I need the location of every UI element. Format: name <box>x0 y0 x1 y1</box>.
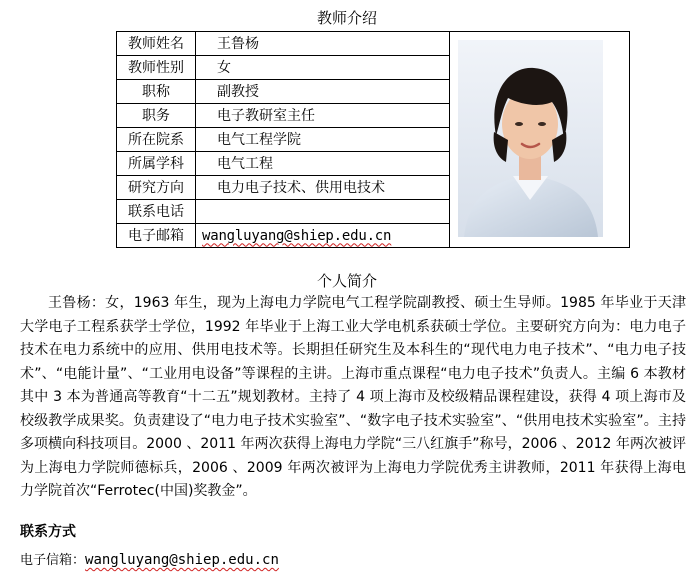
photo-cell <box>450 32 630 248</box>
teacher-info-table <box>116 31 630 248</box>
teacher-photo <box>458 40 603 237</box>
info-label: 教师性别 <box>117 56 196 80</box>
info-value: 王鲁杨 <box>196 32 450 56</box>
email-value[interactable] <box>196 224 450 248</box>
contact-email-label: 电子信箱： <box>20 553 86 568</box>
info-label: 研究方向 <box>117 176 196 200</box>
info-value: 电力电子技术、供用电技术 <box>196 176 450 200</box>
info-label: 电子邮箱 <box>117 224 196 248</box>
info-value: 副教授 <box>196 80 450 104</box>
bio-title: 个人简介 <box>316 272 377 290</box>
email-link[interactable]: wangluyang@shiep.edu.cn <box>202 227 392 244</box>
info-value: 电气工程学院 <box>196 128 450 152</box>
page-title: 教师介绍 <box>316 9 377 27</box>
contact-heading: 联系方式 <box>20 524 76 540</box>
contact-email-line <box>20 550 279 571</box>
info-value: 电气工程 <box>196 152 450 176</box>
table-row <box>117 32 630 56</box>
info-value: 女 <box>196 56 450 80</box>
info-label: 职称 <box>117 80 196 104</box>
info-value: 电子教研室主任 <box>196 104 450 128</box>
info-value <box>196 200 450 224</box>
bio-paragraph: 王鲁杨：女，1963 年生，现为上海电力学院电气工程学院副教授、硕士生导师。1985 年毕业于天津大学电子工程系获学士学位，1992 年毕业于上海工业大学电机系获硕士学位。主要研究方向为：电力电子技术在电力系统中的应用、供用电技术等。长期担任研究生及本科生的“现代电力电子技术”、“电力电子技术”、“电能计量”、“工业用电设备”等课程的主讲。上海市重点课程“电力电子技术”负责人。主编 6 本教材其中 3 本为普通高等教育“十二五”规划教材。主持了 4 项上海市及校级精品课程建设，获得 4 项上海市及校级教学成果奖。负责建设了“电力电子技术实验室”、“数字电子技术实验室”、“供用电技术实验室”。主持多项横向科技项目。2000 、2011 年两次获得上海电力学院“三八红旗手”称号，2006 、2012 年两次被评为上海电力学院师德标兵，2006 、2009 年两次被评为上海电力学院优秀主讲教师，2011 年获得上海电力学院首次“Ferrotec(中国)奖教金”。 <box>20 295 686 499</box>
info-label: 教师姓名 <box>117 32 196 56</box>
info-label: 联系电话 <box>117 200 196 224</box>
info-label: 职务 <box>117 104 196 128</box>
contact-email-link[interactable]: wangluyang@shiep.edu.cn <box>85 552 279 568</box>
portrait-image <box>458 40 603 237</box>
info-label: 所属学科 <box>117 152 196 176</box>
info-label: 所在院系 <box>117 128 196 152</box>
